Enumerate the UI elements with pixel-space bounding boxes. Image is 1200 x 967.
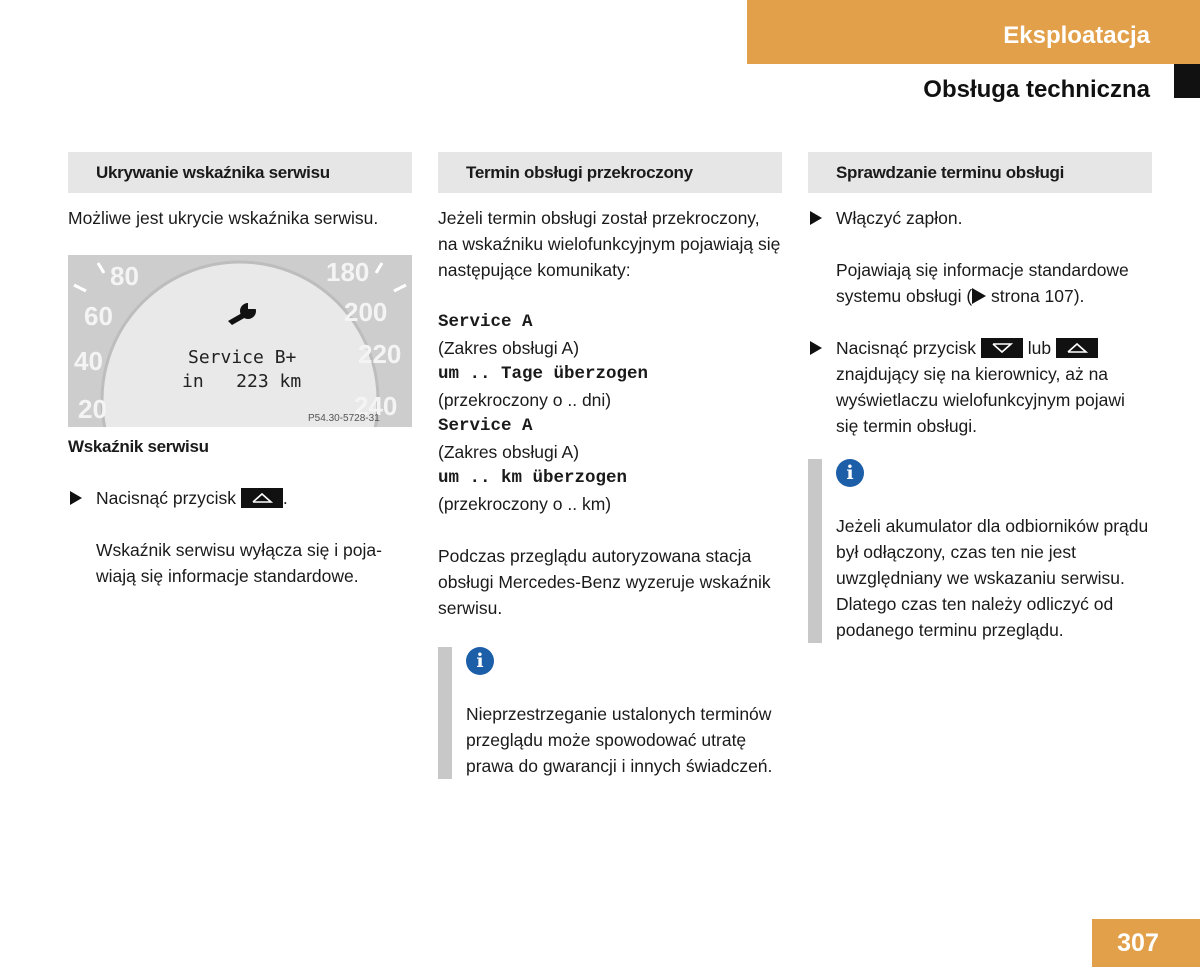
up-button-icon [241,488,283,508]
column-heading: Termin obsługi przekroczony [438,152,782,193]
intro-text: Możliwe jest ukrycie wskaźnika serwisu. [68,208,379,228]
step-result-text: Pojawiają się informacje standardowe systemu obsługi ( [836,260,1129,306]
note-text: Podczas przeglądu autoryzowana stacja obsługi Mercedes-Benz wyzeruje wskaźnik serwisu. [438,546,771,618]
intro-text: Jeżeli termin obsługi został przekroczony, na wskaźniku wielofunkcyjnym pojawiają się następujące komunikaty: [438,208,781,280]
step-continuation: znajdujący się na kierownicy, aż na wyświetlaczu wielofunkcyjnym pojawi się termin obsługi. [836,364,1125,436]
speed-label-right-3: 220 [358,339,402,369]
info-box [808,459,1152,643]
message-code: um .. Tage überzogen [438,364,649,384]
speed-label-left-1: 80 [110,261,139,291]
step-result [808,257,1152,309]
message-desc: (Zakres obsługi A) [438,442,580,462]
speed-label-left-4: 20 [78,394,107,424]
instrument-cluster-graphic [68,255,412,427]
step-conjunction: lub [1027,338,1052,358]
step-end: . [282,488,288,508]
display-line-1: Service B+ [188,347,297,368]
column-heading: Sprawdzanie terminu obsługi [808,152,1152,193]
message-desc: (przekroczony o .. dni) [438,390,612,410]
message-desc: (Zakres obsługi A) [438,338,580,358]
speed-label-left-3: 40 [74,346,103,376]
speed-label-left-2: 60 [84,301,113,331]
column-service-overdue [438,152,782,779]
chapter-tab-label: Eksploatacja [1003,22,1150,49]
message-list [438,309,782,517]
down-button-icon [981,338,1023,358]
info-icon: i [466,647,494,675]
step-arrow-icon [810,211,822,225]
page-reference-text: strona 107). [986,286,1085,306]
step-arrow-icon [810,341,822,355]
message-desc: (przekroczony o .. km) [438,494,612,514]
up-button-icon [1056,338,1098,358]
speed-label-right-4: 240 [354,391,398,421]
info-icon: i [836,459,864,487]
speed-label-right-1: 180 [326,257,370,287]
section-title: Obsługa techniczna [923,76,1150,103]
step-result: Wskaźnik serwisu wyłącza się i pojawiają się informacje standardowe. [96,540,382,586]
thumb-index-marker [1174,64,1200,98]
display-line-2: in 223 km [182,371,302,392]
info-text: Nieprzestrzeganie ustalonych terminów przeglądu może spowodować utratę prawa do gwarancji i innych świadczeń. [466,704,773,776]
info-box-bar [438,647,452,779]
page-reference-arrow-icon [972,288,986,304]
message-code: um .. km überzogen [438,468,628,488]
page-number: 307 [1092,919,1200,967]
column-heading: Ukrywanie wskaźnika serwisu [68,152,412,193]
info-box-bar [808,459,822,643]
step-text: Włączyć zapłon. [836,208,963,228]
info-box [438,647,782,779]
step-arrow-icon [70,491,82,505]
step-text: Nacisnąć przycisk [96,488,237,508]
speed-label-right-2: 200 [344,297,388,327]
message-code: Service A [438,312,533,332]
instruction-step [808,205,1152,231]
instruction-step [68,485,412,511]
figure-code: P54.30-5728-31 [308,413,380,424]
info-text: Jeżeli akumulator dla odbiorników prądu był odłączony, czas ten nie jest uwzględniany we wskazaniu serwisu. Dlatego czas ten należy odliczyć od podanego terminu przeglądu. [836,516,1149,640]
instruction-step [808,335,1152,439]
column-hide-service-indicator [68,152,412,589]
instrument-cluster-figure [68,255,412,427]
step-text: Nacisnąć przycisk [836,338,977,358]
chapter-tab [747,0,1200,64]
message-code: Service A [438,416,533,436]
column-check-service-date [808,152,1152,643]
figure-caption: Wskaźnik serwisu [68,437,209,456]
